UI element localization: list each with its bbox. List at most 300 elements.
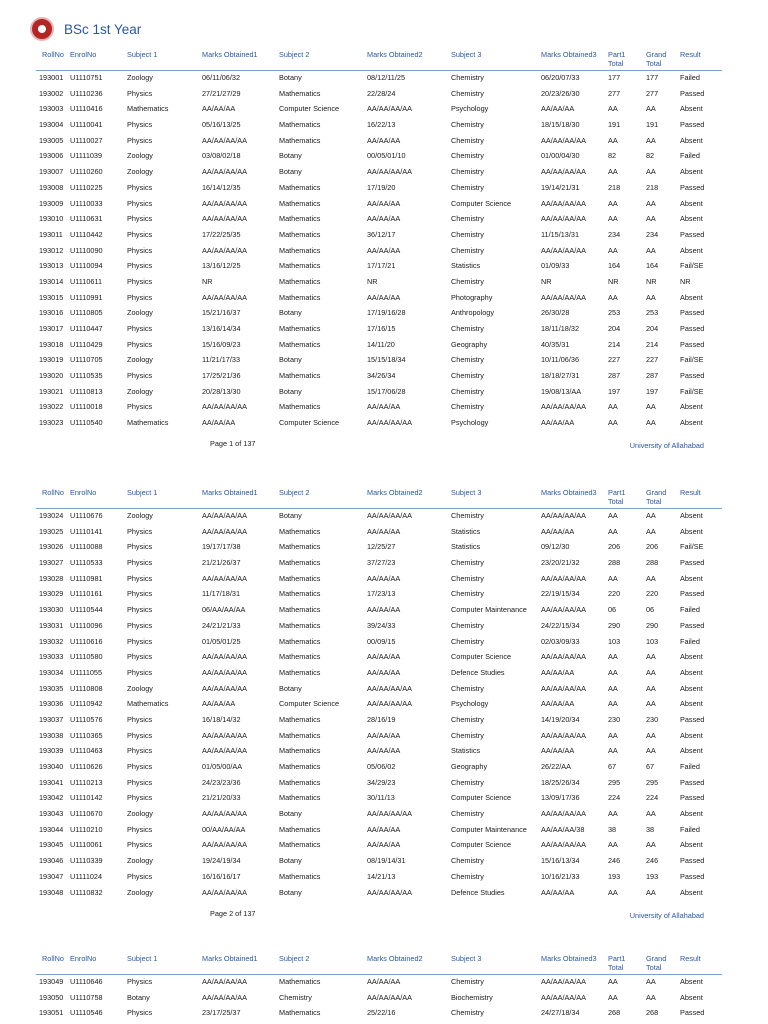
cell-grand-total: AA — [646, 198, 656, 208]
cell-marks-obtained3: 20/23/26/30 — [541, 88, 580, 98]
cell-roll-no: 193009 — [39, 198, 64, 208]
table-row — [0, 274, 768, 290]
cell-grand-total: AA — [646, 652, 656, 662]
cell-subject3: Statistics — [451, 261, 481, 271]
cell-part1-total: AA — [608, 977, 618, 986]
cell-marks-obtained3: AA/AA/AA — [541, 104, 575, 114]
cell-grand-total: AA — [646, 977, 656, 986]
cell-grand-total: 288 — [646, 558, 659, 568]
cell-roll-no: 193033 — [39, 652, 64, 662]
cell-marks-obtained2: 17/23/13 — [367, 589, 396, 599]
cell-marks-obtained1: 17/25/21/36 — [202, 371, 241, 381]
cell-marks-obtained3: AA/AA/AA/38 — [541, 824, 585, 834]
cell-marks-obtained3: AA/AA/AA/AA — [541, 605, 587, 615]
cell-enrol-no: U1110061 — [70, 840, 103, 850]
cell-marks-obtained2: 15/17/06/28 — [367, 386, 406, 396]
cell-marks-obtained2: 12/25/27 — [367, 542, 396, 552]
cell-subject2: Botany — [279, 151, 302, 161]
cell-grand-total: AA — [646, 511, 656, 520]
cell-marks-obtained2: AA/AA/AA — [367, 245, 401, 255]
cell-roll-no: 193028 — [39, 573, 64, 583]
results-page — [0, 48, 768, 465]
cell-subject2: Mathematics — [279, 589, 321, 599]
cell-subject1: Physics — [127, 402, 153, 412]
table-row — [0, 148, 768, 164]
cell-part1-total: 177 — [608, 73, 621, 82]
cell-grand-total: AA — [646, 992, 656, 1002]
column-header-part1-total: Part1 Total — [608, 488, 626, 506]
cell-part1-total: 103 — [608, 636, 621, 646]
cell-part1-total: AA — [608, 683, 618, 693]
cell-result: Absent — [680, 418, 703, 428]
cell-marks-obtained1: 05/16/13/25 — [202, 120, 241, 130]
table-row — [0, 180, 768, 196]
page-number: Page 2 of 137 — [210, 908, 256, 918]
cell-marks-obtained3: 26/30/28 — [541, 308, 570, 318]
cell-marks-obtained2: AA/AA/AA — [367, 402, 401, 412]
cell-subject1: Physics — [127, 558, 153, 568]
cell-marks-obtained2: AA/AA/AA — [367, 977, 401, 986]
cell-result: Absent — [680, 214, 703, 224]
cell-part1-total: 253 — [608, 308, 621, 318]
cell-marks-obtained2: AA/AA/AA/AA — [367, 104, 413, 114]
table-row — [0, 321, 768, 337]
cell-result: Passed — [680, 120, 705, 130]
cell-subject2: Mathematics — [279, 198, 321, 208]
cell-result: Passed — [680, 558, 705, 568]
cell-subject2: Botany — [279, 856, 302, 866]
cell-subject1: Physics — [127, 88, 153, 98]
cell-grand-total: AA — [646, 245, 656, 255]
cell-marks-obtained3: AA/AA/AA/AA — [541, 730, 587, 740]
cell-result: Passed — [680, 229, 705, 239]
cell-result: Absent — [680, 746, 703, 756]
cell-marks-obtained2: 16/22/13 — [367, 120, 396, 130]
cell-part1-total: 197 — [608, 386, 621, 396]
cell-subject2: Mathematics — [279, 824, 321, 834]
column-header-result: Result — [680, 954, 701, 963]
column-header-subject2: Subject 2 — [279, 50, 310, 59]
cell-marks-obtained1: AA/AA/AA/AA — [202, 840, 248, 850]
cell-result: Absent — [680, 526, 703, 536]
table-row — [0, 571, 768, 587]
column-header-part1-total: Part1 Total — [608, 954, 626, 972]
table-row — [0, 618, 768, 634]
cell-marks-obtained1: AA/AA/AA/AA — [202, 198, 248, 208]
cell-marks-obtained1: AA/AA/AA — [202, 418, 236, 428]
cell-subject3: Chemistry — [451, 511, 484, 520]
cell-subject3: Psychology — [451, 104, 489, 114]
cell-enrol-no: U1110090 — [70, 245, 103, 255]
cell-marks-obtained3: 24/27/18/34 — [541, 1008, 580, 1018]
cell-marks-obtained2: AA/AA/AA/AA — [367, 992, 413, 1002]
cell-marks-obtained2: 05/06/02 — [367, 762, 396, 771]
cell-part1-total: 204 — [608, 324, 621, 333]
cell-marks-obtained2: 14/11/20 — [367, 339, 395, 349]
cell-result: Passed — [680, 88, 705, 98]
column-header-part1-total: Part1 Total — [608, 50, 626, 68]
cell-enrol-no: U1110141 — [70, 526, 103, 536]
results-table-body — [0, 974, 768, 1021]
cell-subject2: Mathematics — [279, 793, 321, 803]
cell-roll-no: 193024 — [39, 511, 64, 520]
cell-roll-no: 193003 — [39, 104, 64, 114]
table-row — [0, 133, 768, 149]
cell-marks-obtained2: 17/19/20 — [367, 182, 396, 192]
cell-subject1: Physics — [127, 746, 153, 756]
cell-marks-obtained3: 18/25/26/34 — [541, 777, 580, 787]
cell-marks-obtained3: 10/11/06/36 — [541, 355, 580, 365]
cell-subject1: Zoology — [127, 73, 153, 82]
cell-result: Absent — [680, 198, 703, 208]
cell-roll-no: 193050 — [39, 992, 64, 1002]
cell-marks-obtained3: 11/15/13/31 — [541, 229, 580, 239]
table-row — [0, 806, 768, 822]
table-row — [0, 305, 768, 321]
cell-subject2: Mathematics — [279, 558, 321, 568]
cell-result: Absent — [680, 730, 703, 740]
cell-result: Passed — [680, 371, 705, 381]
table-row — [0, 728, 768, 744]
cell-subject1: Physics — [127, 605, 153, 615]
cell-marks-obtained3: AA/AA/AA — [541, 746, 575, 756]
cell-roll-no: 193004 — [39, 120, 64, 130]
cell-subject3: Defence Studies — [451, 667, 505, 677]
cell-result: Absent — [680, 977, 703, 986]
cell-subject3: Defence Studies — [451, 887, 505, 897]
cell-roll-no: 193039 — [39, 746, 64, 756]
cell-subject3: Chemistry — [451, 636, 484, 646]
cell-part1-total: 193 — [608, 871, 621, 881]
cell-part1-total: AA — [608, 511, 618, 520]
cell-roll-no: 193013 — [39, 261, 64, 271]
cell-roll-no: 193011 — [39, 229, 63, 239]
cell-subject2: Mathematics — [279, 746, 321, 756]
cell-subject1: Physics — [127, 652, 153, 662]
cell-enrol-no: U1110981 — [70, 573, 103, 583]
cell-subject3: Chemistry — [451, 589, 484, 599]
cell-marks-obtained1: AA/AA/AA/AA — [202, 526, 248, 536]
cell-result: Fail/SE — [680, 542, 704, 552]
cell-marks-obtained3: AA/AA/AA/AA — [541, 245, 587, 255]
table-row — [0, 775, 768, 791]
table-row — [0, 665, 768, 681]
cell-part1-total: 290 — [608, 620, 621, 630]
cell-enrol-no: U1110429 — [70, 339, 103, 349]
cell-result: Passed — [680, 856, 705, 866]
cell-grand-total: 193 — [646, 871, 659, 881]
cell-marks-obtained1: 01/05/01/25 — [202, 636, 241, 646]
cell-part1-total: 191 — [608, 120, 621, 130]
cell-marks-obtained1: 24/23/23/36 — [202, 777, 241, 787]
cell-subject2: Mathematics — [279, 526, 321, 536]
cell-marks-obtained2: 00/09/15 — [367, 636, 396, 646]
cell-subject1: Zoology — [127, 151, 153, 161]
cell-marks-obtained1: 21/21/20/33 — [202, 793, 241, 803]
table-row — [0, 164, 768, 180]
cell-marks-obtained2: 22/28/24 — [367, 88, 396, 98]
cell-grand-total: AA — [646, 699, 656, 709]
cell-grand-total: 220 — [646, 589, 659, 599]
cell-roll-no: 193017 — [39, 324, 64, 333]
cell-enrol-no: U1110236 — [70, 88, 103, 98]
cell-marks-obtained3: AA/AA/AA/AA — [541, 809, 587, 819]
cell-marks-obtained2: AA/AA/AA — [367, 605, 401, 615]
cell-subject3: Chemistry — [451, 229, 484, 239]
cell-subject2: Mathematics — [279, 714, 321, 724]
cell-marks-obtained3: AA/AA/AA/AA — [541, 135, 587, 145]
cell-subject2: Computer Science — [279, 104, 340, 114]
cell-marks-obtained3: AA/AA/AA — [541, 667, 575, 677]
cell-part1-total: AA — [608, 292, 618, 302]
cell-grand-total: 295 — [646, 777, 659, 787]
cell-grand-total: AA — [646, 887, 656, 897]
cell-part1-total: 295 — [608, 777, 621, 787]
cell-roll-no: 193038 — [39, 730, 64, 740]
cell-grand-total: AA — [646, 683, 656, 693]
table-row — [0, 243, 768, 259]
cell-subject2: Botany — [279, 683, 302, 693]
cell-marks-obtained2: AA/AA/AA — [367, 573, 401, 583]
column-header-row — [0, 48, 768, 72]
cell-subject1: Physics — [127, 840, 153, 850]
cell-marks-obtained3: 09/12/30 — [541, 542, 570, 552]
table-row — [0, 524, 768, 540]
cell-grand-total: AA — [646, 167, 656, 177]
cell-enrol-no: U1110540 — [70, 418, 103, 428]
cell-subject3: Statistics — [451, 542, 481, 552]
cell-subject2: Mathematics — [279, 977, 321, 986]
cell-subject1: Physics — [127, 777, 153, 787]
cell-marks-obtained2: 36/12/17 — [367, 229, 396, 239]
cell-marks-obtained2: AA/AA/AA — [367, 292, 401, 302]
table-row — [0, 634, 768, 650]
column-header-enrol-no: EnrolNo — [70, 954, 97, 963]
table-row — [0, 539, 768, 555]
cell-enrol-no: U1110544 — [70, 605, 103, 615]
cell-roll-no: 193020 — [39, 371, 64, 381]
document-title: BSc 1st Year — [64, 21, 142, 37]
cell-marks-obtained1: 06/11/06/32 — [202, 73, 241, 82]
cell-marks-obtained3: 23/20/21/32 — [541, 558, 580, 568]
cell-marks-obtained1: 13/16/14/34 — [202, 324, 241, 333]
cell-marks-obtained1: 11/17/18/31 — [202, 589, 241, 599]
cell-subject1: Zoology — [127, 386, 153, 396]
cell-marks-obtained2: 08/19/14/31 — [367, 856, 406, 866]
cell-marks-obtained1: AA/AA/AA — [202, 104, 236, 114]
cell-roll-no: 193030 — [39, 605, 64, 615]
cell-grand-total: 290 — [646, 620, 659, 630]
column-header-roll-no: RollNo — [42, 954, 64, 963]
cell-roll-no: 193018 — [39, 339, 64, 349]
cell-subject2: Mathematics — [279, 402, 321, 412]
cell-marks-obtained3: AA/AA/AA/AA — [541, 573, 587, 583]
cell-subject2: Mathematics — [279, 730, 321, 740]
cell-part1-total: 246 — [608, 856, 621, 866]
cell-result: Passed — [680, 182, 705, 192]
cell-result: Passed — [680, 620, 705, 630]
cell-result: Absent — [680, 292, 703, 302]
cell-enrol-no: U1110142 — [70, 793, 103, 803]
cell-marks-obtained2: AA/AA/AA — [367, 730, 401, 740]
column-header-subject2: Subject 2 — [279, 488, 310, 497]
cell-roll-no: 193035 — [39, 683, 64, 693]
cell-subject1: Physics — [127, 871, 153, 881]
cell-part1-total: 287 — [608, 371, 621, 381]
cell-subject2: Mathematics — [279, 636, 321, 646]
table-row — [0, 227, 768, 243]
cell-marks-obtained2: AA/AA/AA — [367, 526, 401, 536]
cell-grand-total: AA — [646, 135, 656, 145]
cell-result: Failed — [680, 151, 700, 161]
cell-marks-obtained2: 15/15/18/34 — [367, 355, 406, 365]
cell-roll-no: 193041 — [39, 777, 64, 787]
cell-subject3: Chemistry — [451, 573, 484, 583]
cell-subject3: Chemistry — [451, 856, 484, 866]
table-row — [0, 822, 768, 838]
cell-marks-obtained1: AA/AA/AA/AA — [202, 292, 248, 302]
cell-result: Fail/SE — [680, 386, 704, 396]
cell-subject2: Mathematics — [279, 840, 321, 850]
cell-subject3: Chemistry — [451, 151, 484, 161]
cell-grand-total: AA — [646, 214, 656, 224]
cell-subject2: Mathematics — [279, 120, 321, 130]
cell-roll-no: 193001 — [39, 73, 64, 82]
cell-marks-obtained3: 10/16/21/33 — [541, 871, 580, 881]
cell-subject3: Computer Science — [451, 198, 512, 208]
cell-grand-total: 197 — [646, 386, 659, 396]
cell-grand-total: 224 — [646, 793, 659, 803]
cell-marks-obtained2: AA/AA/AA/AA — [367, 809, 413, 819]
cell-roll-no: 193046 — [39, 856, 64, 866]
cell-subject3: Chemistry — [451, 135, 484, 145]
cell-subject1: Zoology — [127, 887, 153, 897]
cell-part1-total: 277 — [608, 88, 621, 98]
table-row — [0, 602, 768, 618]
column-header-roll-no: RollNo — [42, 50, 64, 59]
cell-marks-obtained3: AA/AA/AA — [541, 887, 575, 897]
cell-marks-obtained3: 15/16/13/34 — [541, 856, 580, 866]
table-row — [0, 399, 768, 415]
cell-marks-obtained3: AA/AA/AA/AA — [541, 292, 587, 302]
cell-subject2: Mathematics — [279, 605, 321, 615]
cell-enrol-no: U1110260 — [70, 167, 103, 177]
cell-result: Fail/SE — [680, 261, 704, 271]
cell-enrol-no: U1110813 — [70, 386, 103, 396]
cell-subject1: Physics — [127, 526, 153, 536]
cell-marks-obtained3: 40/35/31 — [541, 339, 570, 349]
cell-subject1: Physics — [127, 324, 153, 333]
university-name: University of Allahabad — [629, 910, 704, 920]
cell-subject2: Mathematics — [279, 762, 321, 771]
cell-part1-total: AA — [608, 167, 618, 177]
cell-marks-obtained1: 15/16/09/23 — [202, 339, 241, 349]
cell-marks-obtained1: AA/AA/AA/AA — [202, 652, 248, 662]
cell-enrol-no: U1110646 — [70, 977, 103, 986]
cell-part1-total: AA — [608, 245, 618, 255]
cell-enrol-no: U1110832 — [70, 887, 103, 897]
page-footer — [0, 439, 768, 453]
cell-subject1: Physics — [127, 214, 153, 224]
cell-subject1: Mathematics — [127, 418, 169, 428]
cell-part1-total: AA — [608, 887, 618, 897]
cell-subject3: Chemistry — [451, 386, 484, 396]
cell-subject1: Zoology — [127, 809, 153, 819]
cell-subject2: Chemistry — [279, 992, 312, 1002]
cell-marks-obtained3: 06/20/07/33 — [541, 73, 580, 82]
cell-marks-obtained1: AA/AA/AA — [202, 699, 236, 709]
cell-roll-no: 193026 — [39, 542, 64, 552]
cell-part1-total: AA — [608, 746, 618, 756]
cell-subject2: Botany — [279, 887, 302, 897]
cell-subject2: Mathematics — [279, 620, 321, 630]
cell-marks-obtained3: AA/AA/AA/AA — [541, 214, 587, 224]
cell-marks-obtained3: AA/AA/AA/AA — [541, 167, 587, 177]
cell-enrol-no: U1110533 — [70, 558, 103, 568]
cell-subject1: Physics — [127, 198, 153, 208]
cell-enrol-no: U1110210 — [70, 824, 103, 834]
page-number: Page 1 of 137 — [210, 439, 256, 449]
cell-subject3: Chemistry — [451, 73, 484, 82]
cell-marks-obtained2: 14/21/13 — [367, 871, 396, 881]
column-header-subject1: Subject 1 — [127, 50, 158, 59]
cell-grand-total: 234 — [646, 229, 659, 239]
cell-part1-total: 206 — [608, 542, 621, 552]
cell-marks-obtained1: AA/AA/AA/AA — [202, 214, 248, 224]
cell-marks-obtained1: 20/28/13/30 — [202, 386, 241, 396]
cell-enrol-no: U1111055 — [70, 667, 103, 677]
cell-roll-no: 193034 — [39, 667, 64, 677]
table-row — [0, 869, 768, 885]
cell-result: Failed — [680, 605, 700, 615]
results-page — [0, 952, 768, 1024]
cell-enrol-no: U1110705 — [70, 355, 103, 365]
cell-part1-total: 234 — [608, 229, 621, 239]
cell-marks-obtained1: 03/08/02/18 — [202, 151, 241, 161]
cell-roll-no: 193014 — [39, 276, 64, 286]
cell-grand-total: AA — [646, 104, 656, 114]
cell-roll-no: 193029 — [39, 589, 64, 599]
cell-marks-obtained3: NR — [541, 276, 552, 286]
cell-result: Absent — [680, 809, 703, 819]
table-row — [0, 337, 768, 353]
cell-subject3: Chemistry — [451, 683, 484, 693]
cell-subject2: Botany — [279, 386, 302, 396]
cell-enrol-no: U1111039 — [70, 151, 103, 161]
cell-enrol-no: U1110546 — [70, 1008, 103, 1018]
cell-subject1: Mathematics — [127, 104, 169, 114]
cell-roll-no: 193005 — [39, 135, 64, 145]
cell-grand-total: 103 — [646, 636, 659, 646]
cell-part1-total: AA — [608, 198, 618, 208]
cell-result: Absent — [680, 573, 703, 583]
cell-grand-total: 277 — [646, 88, 659, 98]
cell-marks-obtained1: AA/AA/AA/AA — [202, 573, 248, 583]
cell-subject1: Physics — [127, 339, 153, 349]
cell-subject1: Zoology — [127, 167, 153, 177]
cell-part1-total: 67 — [608, 762, 617, 771]
cell-marks-obtained2: 37/27/23 — [367, 558, 396, 568]
cell-marks-obtained1: AA/AA/AA/AA — [202, 977, 248, 986]
column-header-enrol-no: EnrolNo — [70, 50, 97, 59]
cell-enrol-no: U1110758 — [70, 992, 103, 1002]
cell-part1-total: NR — [608, 276, 619, 286]
cell-marks-obtained3: 18/11/18/32 — [541, 324, 580, 333]
column-header-marks-obtained2: Marks Obtained2 — [367, 488, 423, 497]
cell-marks-obtained3: 18/18/27/31 — [541, 371, 580, 381]
cell-marks-obtained2: 17/16/15 — [367, 324, 396, 333]
cell-subject3: Computer Maintenance — [451, 824, 527, 834]
